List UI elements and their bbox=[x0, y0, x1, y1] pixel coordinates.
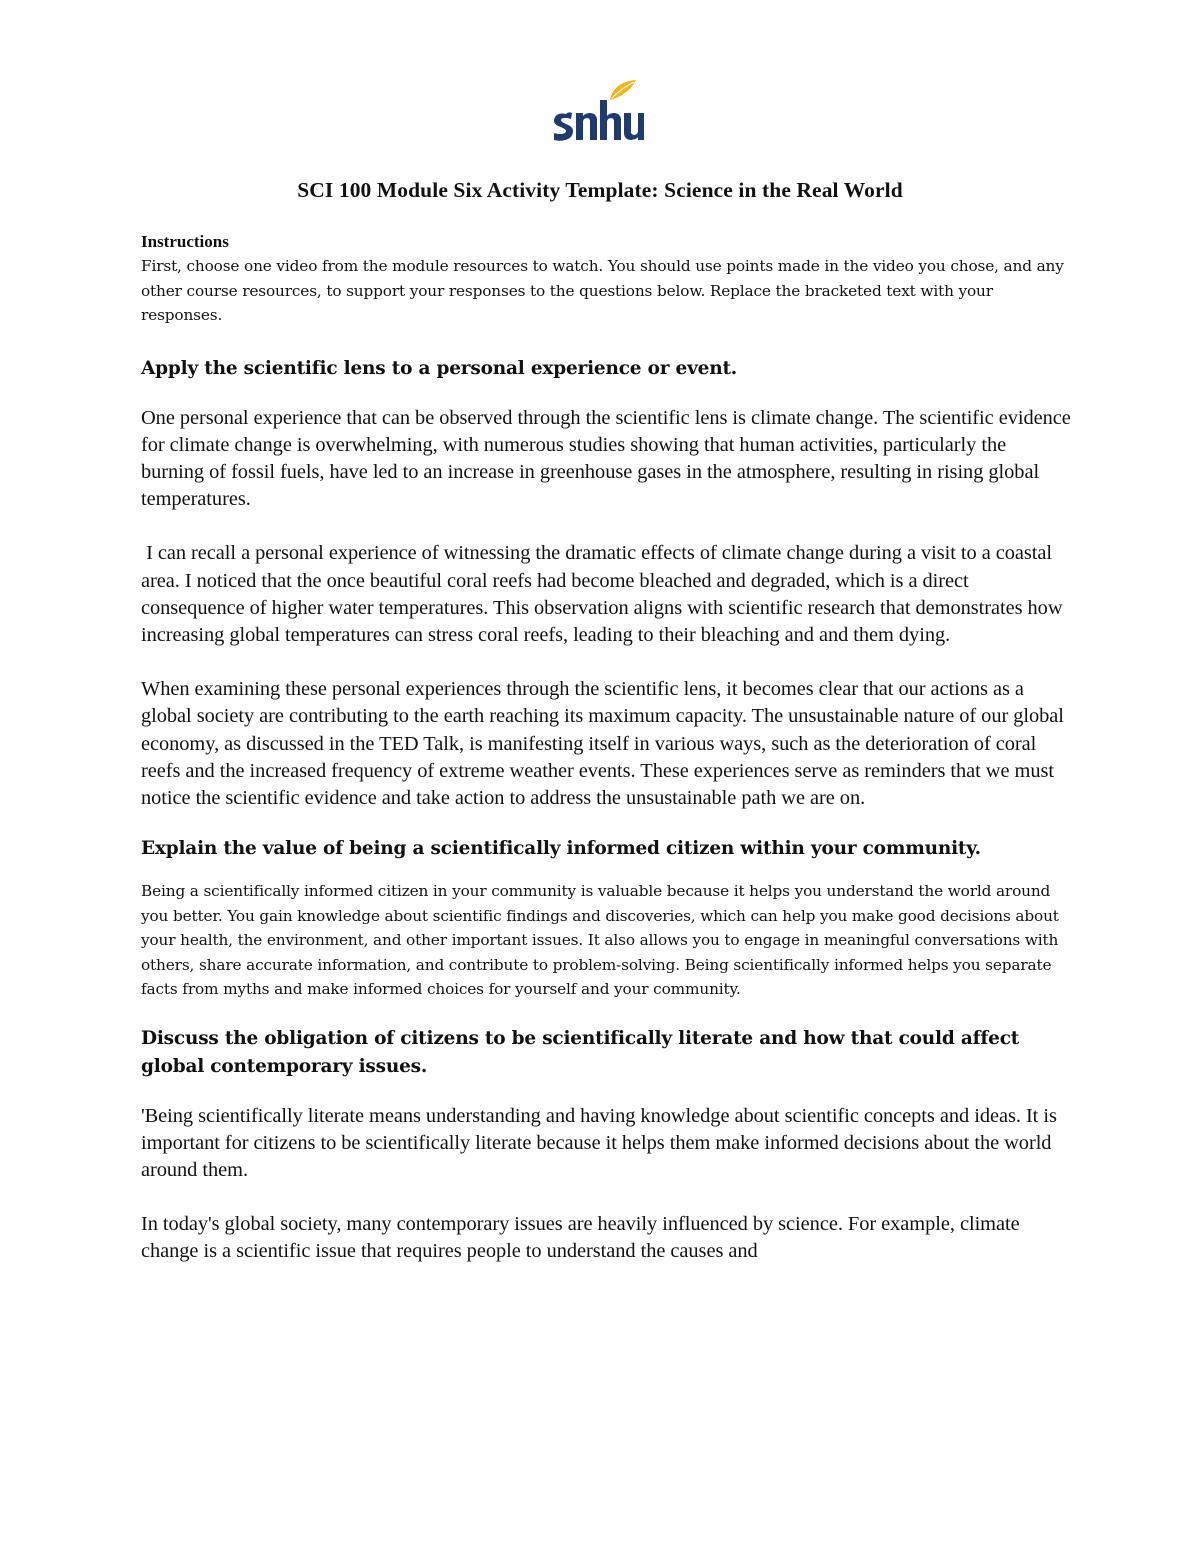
document-body bbox=[141, 230, 1071, 1266]
instructions-text: First, choose one video from the module resources to watch. You should use points made in the video you chose, and any other course resources, to support your responses to the questions below. Replace the bracketed text with your responses. bbox=[141, 257, 1064, 324]
section-heading: Apply the scientific lens to a personal experience or event. bbox=[141, 357, 738, 379]
section-paragraph: One personal experience that can be observed through the scientific lens is climate change. The scientific evidence for climate change is overwhelming, with numerous studies showing that human activities, particularly the burning of fossil fuels, have led to an increase in greenhouse gases in the atmosphere, resulting in rising global temperatures. bbox=[141, 406, 1071, 511]
section-paragraph: In today's global society, many contemporary issues are heavily influenced by science. For example, climate change is a scientific issue that requires people to understand the causes and bbox=[141, 1213, 1020, 1263]
section-heading: Discuss the obligation of citizens to be scientifically literate and how that could affect global contemporary issues. bbox=[141, 1027, 1020, 1077]
snhu-logo bbox=[552, 78, 644, 142]
section-paragraph: I can recall a personal experience of witnessing the dramatic effects of climate change during a visit to a coastal area. I noticed that the once beautiful coral reefs had become bleached and degraded, which is a direct consequence of higher water temperatures. This observation aligns with scientific research that demonstrates how increasing global temperatures can stress coral reefs, leading to their bleaching and and them dying. bbox=[141, 542, 1068, 646]
section-paragraph: Being a scientifically informed citizen in your community is valuable because it helps you understand the world around you better. You gain knowledge about scientific findings and discoveries, which can help you make good decisions about your health, the environment, and other important issues. It also allows you to engage in meaningful conversations with others, share accurate information, and contribute to problem-solving. Being scientifically informed helps you separate facts from myths and make informed choices for yourself and your community. bbox=[141, 882, 1059, 999]
section-paragraph: When examining these personal experiences through the scientific lens, it becomes clear that our actions as a global society are contributing to the earth reaching its maximum capacity. The unsustainable nature of our global economy, as discussed in the TED Talk, is manifesting itself in various ways, such as the deterioration of coral reefs and the increased frequency of extreme weather events. These experiences serve as reminders that we must notice the scientific evidence and take action to address the unsustainable path we are on. bbox=[141, 678, 1064, 809]
instructions-heading: Instructions bbox=[141, 232, 229, 251]
document-title: SCI 100 Module Six Activity Template: Science in the Real World bbox=[297, 178, 903, 202]
section-heading: Explain the value of being a scientifically informed citizen within your community. bbox=[141, 838, 981, 860]
section-paragraph: 'Being scientifically literate means understanding and having knowledge about scientific concepts and ideas. It is important for citizens to be scientifically literate because it helps them make informed decisions about the world around them. bbox=[141, 1104, 1057, 1182]
